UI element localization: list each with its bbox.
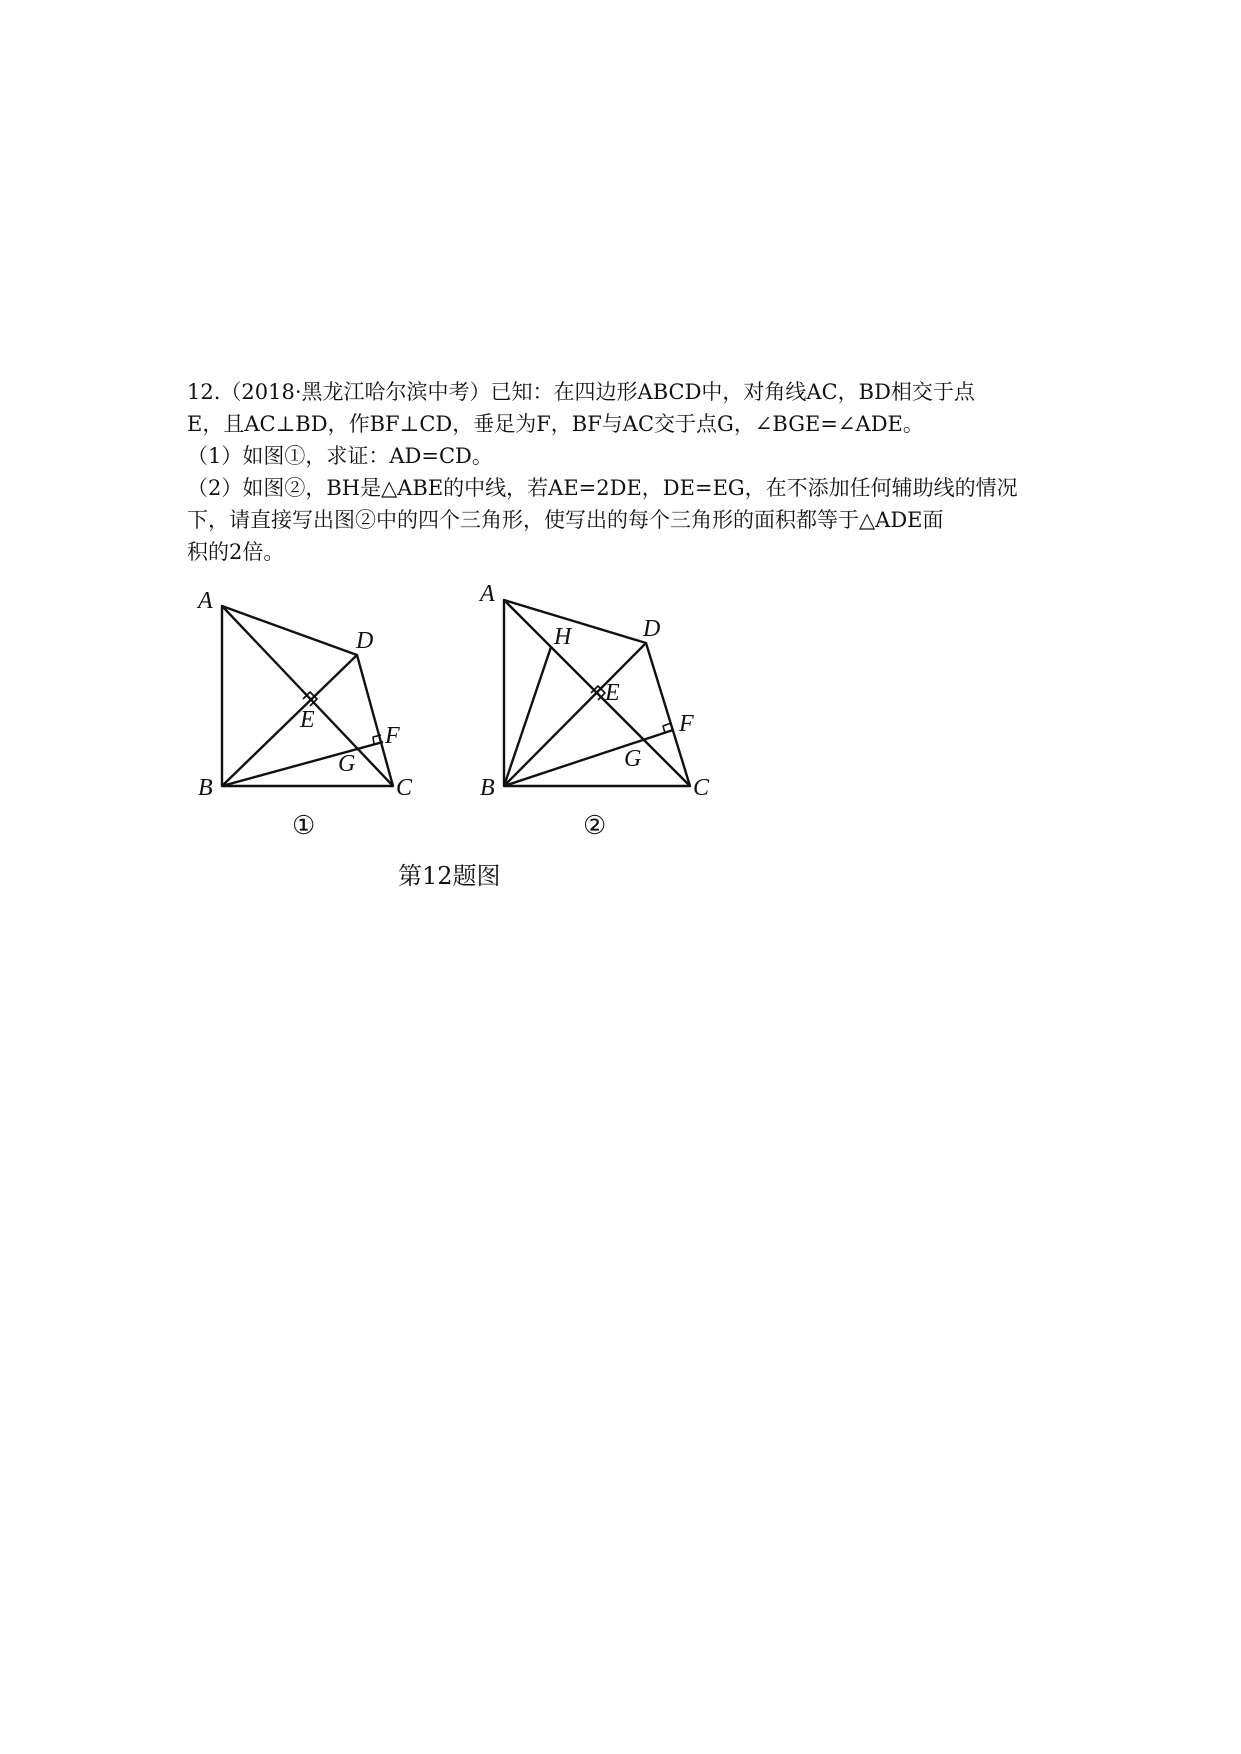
fig2-segment-bf xyxy=(504,730,673,786)
fig1-label-b: B xyxy=(198,775,213,801)
fig2-tag: ② xyxy=(583,811,607,840)
fig2-median-bh xyxy=(504,647,551,786)
fig2-label-e: E xyxy=(605,680,620,706)
fig2-label-a: A xyxy=(480,581,495,607)
part-2-line-3: 积的2倍。 xyxy=(187,540,285,564)
figure-1 xyxy=(180,580,440,840)
problem-source: （2018·黑龙江哈尔滨中考） xyxy=(220,380,491,404)
fig1-label-a: A xyxy=(198,588,213,614)
problem-statement: 已知：在四边形ABCD中，对角线AC，BD相交于点 xyxy=(490,380,975,404)
figure-caption: 第12题图 xyxy=(398,862,501,890)
fig1-tag: ① xyxy=(292,811,316,840)
problem-line-1 xyxy=(187,376,1067,408)
part-1: （1）如图①，求证：AD=CD。 xyxy=(187,444,493,468)
fig2-label-c: C xyxy=(693,775,710,801)
fig1-label-g: G xyxy=(338,751,356,777)
fig1-label-d: D xyxy=(356,628,374,654)
part-2-line-2: 下，请直接写出图②中的四个三角形，使写出的每个三角形的面积都等于△ADE面 xyxy=(187,508,944,532)
figure-2 xyxy=(470,575,740,840)
fig2-label-f: F xyxy=(679,711,694,737)
fig1-label-e: E xyxy=(300,707,315,733)
fig2-label-h: H xyxy=(554,624,572,650)
fig2-label-d: D xyxy=(643,616,661,642)
part-2-line-1: （2）如图②，BH是△ABE的中线，若AE=2DE，DE=EG，在不添加任何辅助线的情况 xyxy=(187,476,1018,500)
fig2-label-b: B xyxy=(480,775,495,801)
problem-text xyxy=(187,376,1067,568)
problem-line-2: E，且AC⊥BD，作BF⊥CD，垂足为F，BF与AC交于点G，∠BGE=∠ADE。 xyxy=(187,412,924,436)
fig1-label-f: F xyxy=(385,723,400,749)
fig1-label-c: C xyxy=(396,775,413,801)
fig2-label-g: G xyxy=(624,746,642,772)
problem-number: 12. xyxy=(187,380,221,404)
